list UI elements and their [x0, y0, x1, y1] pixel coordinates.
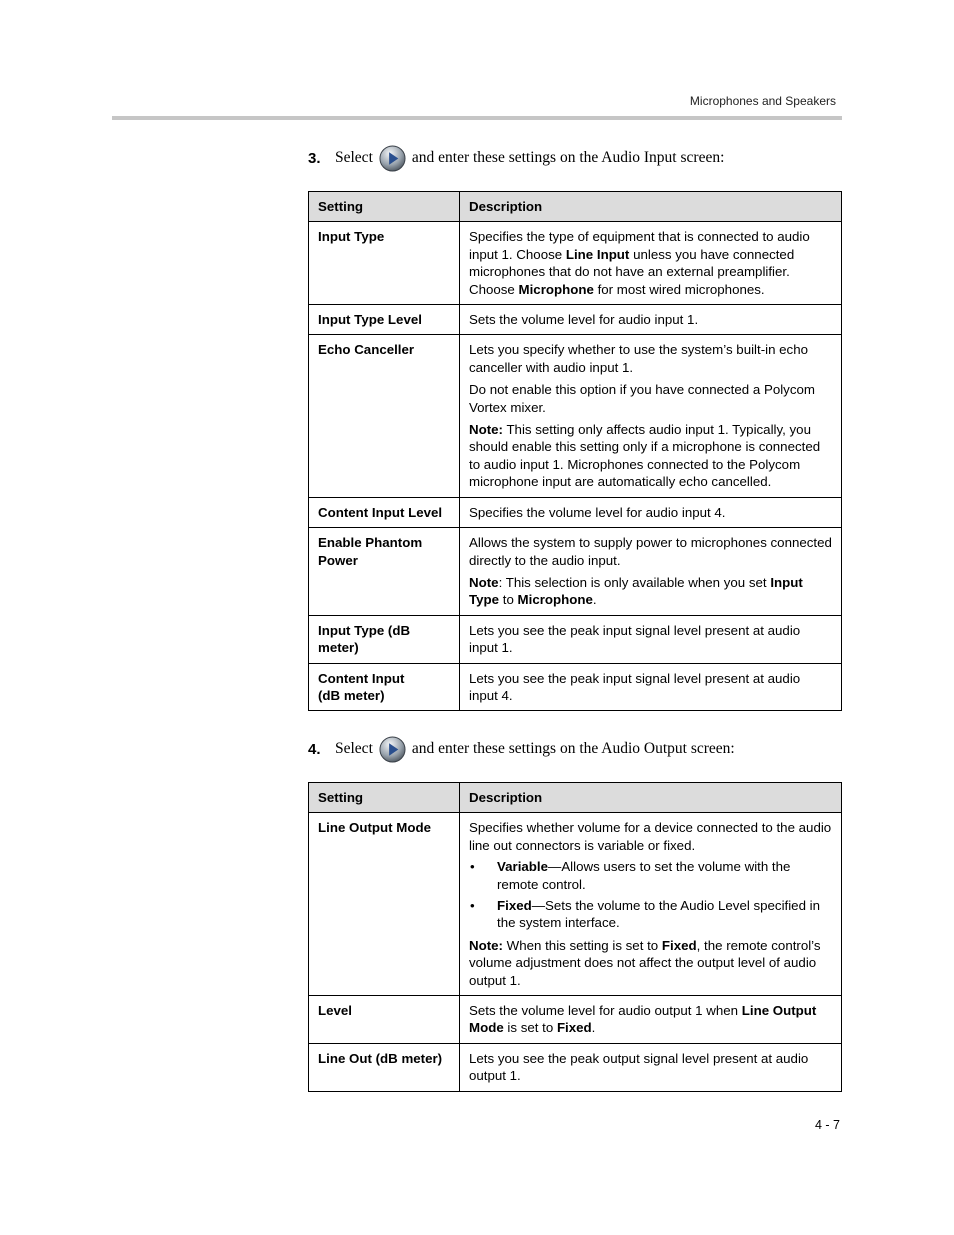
text-run: Specifies the volume level for audio input 4. — [469, 504, 726, 520]
table-header-row — [309, 783, 842, 813]
text-run: Do not enable this option if you have connected a Polycom Vortex mixer. — [469, 382, 815, 415]
list-item — [469, 897, 832, 932]
text-run: . — [592, 592, 597, 608]
option-list — [469, 858, 832, 932]
bold-text: Note — [469, 574, 499, 590]
description-paragraph — [469, 622, 832, 657]
description-paragraph — [469, 341, 832, 376]
text-run: Lets you see the peak input signal level present at audio input 4. — [469, 670, 801, 703]
setting-description — [460, 1043, 842, 1091]
table-row — [309, 528, 842, 616]
bold-text: Fixed — [556, 1020, 592, 1036]
table-body — [309, 222, 842, 711]
setting-name: Content Input (dB meter) — [309, 663, 460, 711]
text-run: : This selection is only available when you set — [498, 574, 771, 590]
text-run: This setting only affects audio input 1. Typically, you should enable this setting only if a microphone is connected to audio input 1. Microphones connected to the Polycom microphone input are automatically echo cancelled. — [469, 422, 821, 490]
description-paragraph — [469, 228, 832, 298]
column-header-setting: Setting — [309, 192, 460, 222]
table-row — [309, 1043, 842, 1091]
setting-name: Line Output Mode — [309, 813, 460, 996]
step-number: 4. — [308, 740, 321, 758]
text-run: Lets you see the peak input signal level present at audio input 1. — [469, 622, 801, 656]
description-paragraph — [469, 574, 832, 609]
table-row — [309, 222, 842, 305]
bold-text: Line Input — [565, 246, 630, 262]
text-run: to — [499, 592, 518, 608]
step-number: 3. — [308, 149, 321, 167]
setting-name: Echo Canceller — [309, 335, 460, 497]
bold-text: Line Output Mode — [469, 1003, 817, 1036]
header-rule — [112, 116, 842, 120]
running-header: Microphones and Speakers — [689, 94, 836, 108]
setting-name: Enable Phantom Power — [309, 528, 460, 616]
text-run: unless you have connected microphones that do not have an external preamplifier. Choose — [469, 246, 795, 297]
description-paragraph — [469, 534, 832, 569]
list-item — [469, 858, 832, 893]
description-paragraph — [469, 504, 832, 521]
bold-text: Input Type — [469, 574, 803, 608]
text-run: Sets the volume level for audio input 1. — [469, 312, 699, 328]
description-paragraph — [469, 819, 832, 854]
setting-description — [460, 222, 842, 305]
text-run: Specifies whether volume for a device connected to the audio line out connectors is variable or fixed. — [469, 820, 832, 853]
table-row — [309, 305, 842, 335]
setting-description — [460, 996, 842, 1044]
setting-name: Input Type (dB meter) — [309, 615, 460, 663]
audio-input-settings-table — [308, 191, 842, 711]
description-paragraph — [469, 670, 832, 705]
step-text-before: Select — [335, 740, 373, 757]
text-run: Lets you specify whether to use the system’s built-in echo canceller with audio input 1. — [469, 342, 808, 375]
table-row — [309, 663, 842, 711]
text-run: When this setting is set to — [502, 937, 662, 953]
text-run: , the remote control’s volume adjustment does not affect the output level of audio output 1. — [469, 937, 821, 988]
text-run: Sets the volume level for audio output 1 when — [469, 1003, 742, 1019]
text-run: Lets you see the peak output signal level present at audio output 1. — [469, 1050, 809, 1084]
bold-text: Note: — [469, 937, 503, 953]
text-run: for most wired microphones. — [593, 281, 765, 297]
note-paragraph — [469, 937, 832, 989]
column-header-description: Description — [460, 783, 842, 813]
setting-description — [460, 528, 842, 616]
column-header-description: Description — [460, 192, 842, 222]
step-3-instruction — [308, 144, 724, 172]
step-text-after: and enter these settings on the Audio Output screen: — [411, 740, 735, 757]
setting-description — [460, 663, 842, 711]
page-number: 4 - 7 — [814, 1118, 840, 1132]
table-row — [309, 996, 842, 1044]
setting-description — [460, 813, 842, 996]
step-text-before: Select — [335, 149, 373, 166]
bold-text: Note: — [469, 422, 503, 438]
text-run: is set to — [503, 1020, 557, 1036]
table-row — [309, 497, 842, 527]
text-run: —Sets the volume to the Audio Level specified in the system interface. — [497, 898, 821, 931]
play-button-icon — [379, 736, 406, 763]
text-run: Specifies the type of equipment that is connected to audio input 1. Choose — [469, 229, 810, 262]
text-run: Allows the system to supply power to microphones connected directly to the audio input. — [469, 535, 832, 568]
table-row — [309, 335, 842, 497]
table-row — [309, 813, 842, 996]
description-paragraph — [469, 1050, 832, 1085]
setting-description — [460, 615, 842, 663]
setting-description — [460, 305, 842, 335]
setting-name: Level — [309, 996, 460, 1044]
table-body — [309, 813, 842, 1091]
step-text-after: and enter these settings on the Audio Input screen: — [411, 149, 725, 166]
setting-name: Line Out (dB meter) — [309, 1043, 460, 1091]
description-paragraph — [469, 421, 832, 491]
bold-text: Microphone — [517, 592, 593, 608]
setting-description — [460, 497, 842, 527]
description-paragraph — [469, 311, 832, 328]
text-run: —Allows users to set the volume with the remote control. — [497, 859, 791, 892]
table-header-row — [309, 192, 842, 222]
setting-name: Input Type — [309, 222, 460, 305]
step-4-instruction — [308, 735, 735, 763]
setting-description — [460, 335, 842, 497]
play-button-icon — [379, 145, 406, 172]
bold-text: Fixed — [661, 937, 697, 953]
setting-name: Content Input Level — [309, 497, 460, 527]
description-paragraph — [469, 1002, 832, 1037]
bold-text: Microphone — [518, 281, 594, 297]
text-run: . — [591, 1020, 596, 1036]
bold-text: Variable — [497, 859, 549, 875]
column-header-setting: Setting — [309, 783, 460, 813]
audio-output-settings-table — [308, 782, 842, 1092]
setting-name: Input Type Level — [309, 305, 460, 335]
description-paragraph — [469, 381, 832, 416]
bold-text: Fixed — [497, 898, 532, 914]
table-row — [309, 615, 842, 663]
